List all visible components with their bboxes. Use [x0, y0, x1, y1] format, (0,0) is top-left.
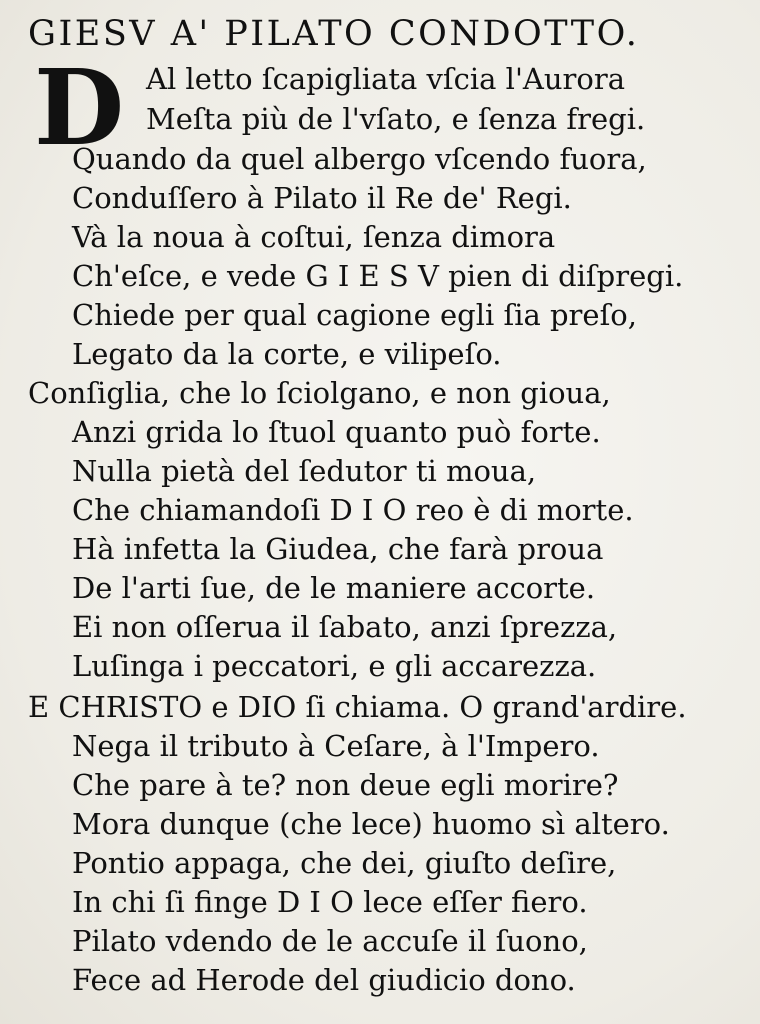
verse-line: Ei non oſſerua il ſabato, anzi ſprezza,	[72, 610, 618, 644]
verse-line: Conſiglia, che lo ſciolgano, e non gioua,	[28, 376, 611, 410]
verse-line: Fece ad Herode del giudicio dono.	[72, 963, 576, 997]
verse-line: Che chiamandoſi D I O reo è di morte.	[72, 493, 634, 527]
verse-line: Meſta più de l'vſato, e ſenza fregi.	[146, 102, 646, 136]
verse-line: Hà infetta la Giudea, che farà proua	[72, 532, 604, 566]
verse-line: Pilato vdendo de le accuſe il ſuono,	[72, 924, 588, 958]
verse-line: Pontio appaga, che dei, giuſto deſire,	[72, 846, 617, 880]
verse-line: Conduſſero à Pilato il Re de' Regi.	[72, 181, 572, 215]
verse-line: De l'arti ſue, de le maniere accorte.	[72, 571, 596, 605]
verse-line: Nega il tributo à Ceſare, à l'Impero.	[72, 729, 600, 763]
verse-line: Anzi grida lo ſtuol quanto può forte.	[72, 415, 601, 449]
verse-line: Al letto ſcapigliata vſcia l'Aurora	[146, 62, 626, 96]
verse-line: Chiede per qual cagione egli ſia preſo,	[72, 298, 637, 332]
verse-line: Ch'eſce, e vede G I E S V pien di diſpregi.	[72, 259, 684, 293]
verse-line: E CHRISTO e DIO ſi chiama. O grand'ardire.	[28, 690, 687, 724]
page-title: GIESV A' PILATO CONDOTTO.	[28, 14, 640, 54]
verse-line: In chi ſi finge D I O lece eſſer fiero.	[72, 885, 588, 919]
drop-cap: D	[34, 46, 125, 169]
verse-line: Quando da quel albergo vſcendo fuora,	[72, 142, 647, 176]
verse-line: Che pare à te? non deue egli morire?	[72, 768, 619, 802]
verse-line: Luſinga i peccatori, e gli accarezza.	[72, 649, 597, 683]
verse-line: Mora dunque (che lece) huomo sì altero.	[72, 807, 670, 841]
verse-line: Nulla pietà del ſedutor ti moua,	[72, 454, 537, 488]
verse-line: Và la noua à coſtui, ſenza dimora	[72, 220, 556, 254]
verse-line: Legato da la corte, e vilipeſo.	[72, 337, 502, 371]
